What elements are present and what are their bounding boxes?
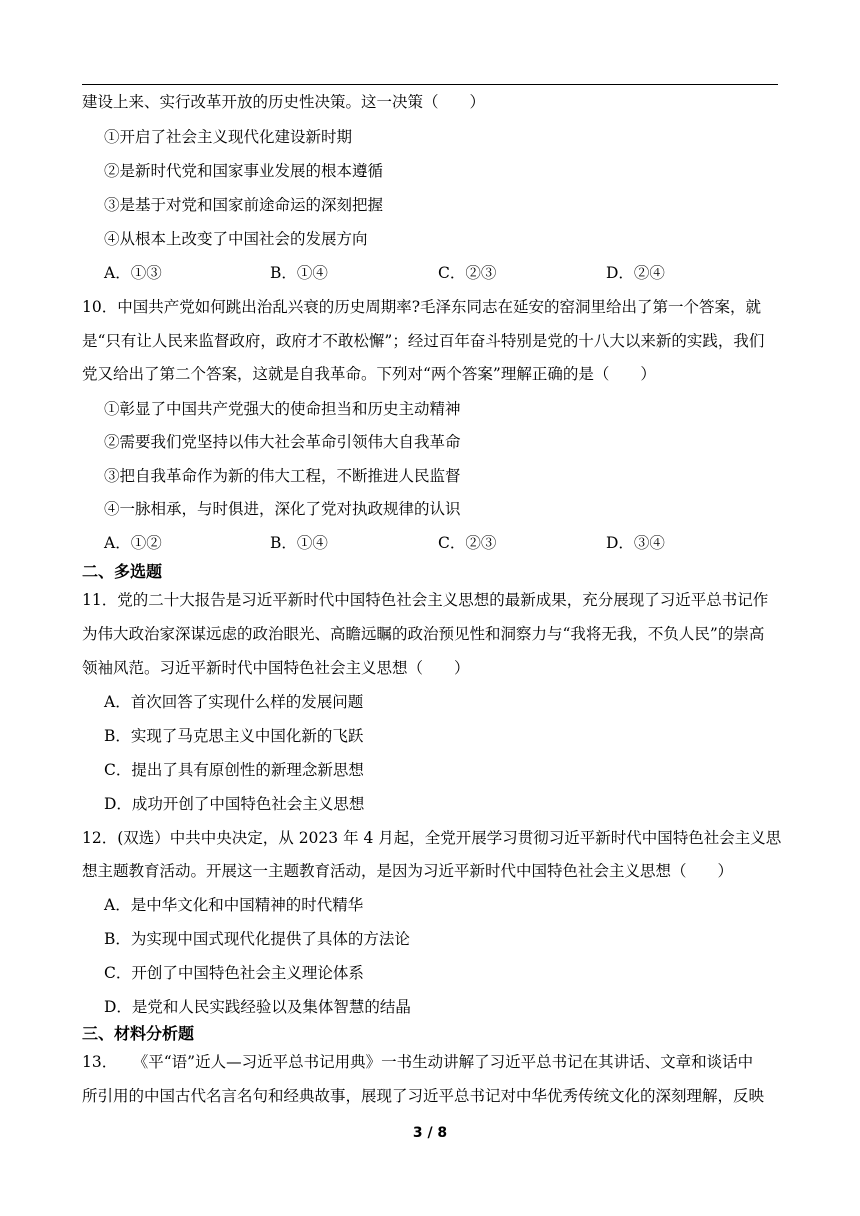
q11-line-2: 为伟大政治家深谋远虑的政治眼光、高瞻远瞩的政治预见性和洞察力与“我将无我，不负人民”的崇高 xyxy=(82,625,765,643)
q11-option-a[interactable]: A．首次回答了实现什么样的发展问题 xyxy=(104,693,364,711)
q11-option-b[interactable]: B．实现了马克思主义中国化新的飞跃 xyxy=(104,727,364,745)
q12-option-a[interactable]: A．是中华文化和中国精神的时代精华 xyxy=(104,896,364,914)
q10-option-d[interactable]: D．③④ xyxy=(606,534,665,552)
section-title-material: 三、材料分析题 xyxy=(82,1024,195,1043)
q9-item-4: ④从根本上改变了中国社会的发展方向 xyxy=(104,230,368,248)
q13-line-2: 所引用的中国古代名言名句和经典故事，展现了习近平总书记对中华优秀传统文化的深刻理解，反映 xyxy=(82,1087,765,1105)
q9-item-3: ③是基于对党和国家前途命运的深刻把握 xyxy=(104,196,384,214)
q9-option-d[interactable]: D．②④ xyxy=(606,264,665,282)
q12-option-b[interactable]: B．为实现中国式现代化提供了具体的方法论 xyxy=(104,930,410,948)
q9-option-b[interactable]: B．①④ xyxy=(270,264,328,282)
q10-line-2: 是“只有让人民来监督政府，政府才不敢松懈”；经过百年奋斗特别是党的十八大以来新的实践，我们 xyxy=(82,332,765,350)
q10-item-3: ③把自我革命作为新的伟大工程，不断推进人民监督 xyxy=(104,467,461,485)
q9-item-1: ①开启了社会主义现代化建设新时期 xyxy=(104,128,353,146)
q9-item-2: ②是新时代党和国家事业发展的根本遵循 xyxy=(104,162,384,180)
q10-item-1: ①彰显了中国共产党强大的使命担当和历史主动精神 xyxy=(104,400,461,418)
q10-item-2: ②需要我们党坚持以伟大社会革命引领伟大自我革命 xyxy=(104,433,461,451)
q13-line-1: 13． 《平“语”近人—习近平总书记用典》一书生动讲解了习近平总书记在其讲话、文章和谈话中 xyxy=(82,1053,754,1071)
section-title-multi: 二、多选题 xyxy=(82,562,163,581)
q9-option-a[interactable]: A．①③ xyxy=(104,264,162,282)
q9-stem: 建设上来、实行改革开放的历史性决策。这一决策（ ） xyxy=(82,93,486,111)
q12-option-d[interactable]: D．是党和人民实践经验以及集体智慧的结晶 xyxy=(104,998,411,1016)
q10-item-4: ④一脉相承，与时俱进，深化了党对执政规律的认识 xyxy=(104,500,461,518)
header-rule xyxy=(82,84,778,85)
q10-option-b[interactable]: B．①④ xyxy=(270,534,328,552)
q11-line-1: 11．党的二十大报告是习近平新时代中国特色社会主义思想的最新成果，充分展现了习近平总书记作 xyxy=(82,591,769,609)
q11-line-3: 领袖风范。习近平新时代中国特色社会主义思想（ ） xyxy=(82,659,470,677)
q10-option-a[interactable]: A．①② xyxy=(104,534,162,552)
q10-option-c[interactable]: C．②③ xyxy=(438,534,497,552)
q9-option-c[interactable]: C．②③ xyxy=(438,264,497,282)
page-number: 3 / 8 xyxy=(412,1125,448,1141)
q10-line-1: 10．中国共产党如何跳出治乱兴衰的历史周期率?毛泽东同志在延安的窑洞里给出了第一个答案，就 xyxy=(82,298,762,316)
q11-option-d[interactable]: D．成功开创了中国特色社会主义思想 xyxy=(104,795,365,813)
q11-option-c[interactable]: C．提出了具有原创性的新理念新思想 xyxy=(104,761,364,779)
q12-line-2: 想主题教育活动。开展这一主题教育活动，是因为习近平新时代中国特色社会主义思想（ ） xyxy=(82,862,734,880)
q10-line-3: 党又给出了第二个答案，这就是自我革命。下列对“两个答案”理解正确的是（ ） xyxy=(82,365,656,383)
q12-option-c[interactable]: C．开创了中国特色社会主义理论体系 xyxy=(104,964,364,982)
q12-line-1: 12．(双选）中共中央决定，从 2023 年 4 月起，全党开展学习贯彻习近平新时代中国特色社会主义思 xyxy=(82,829,782,847)
